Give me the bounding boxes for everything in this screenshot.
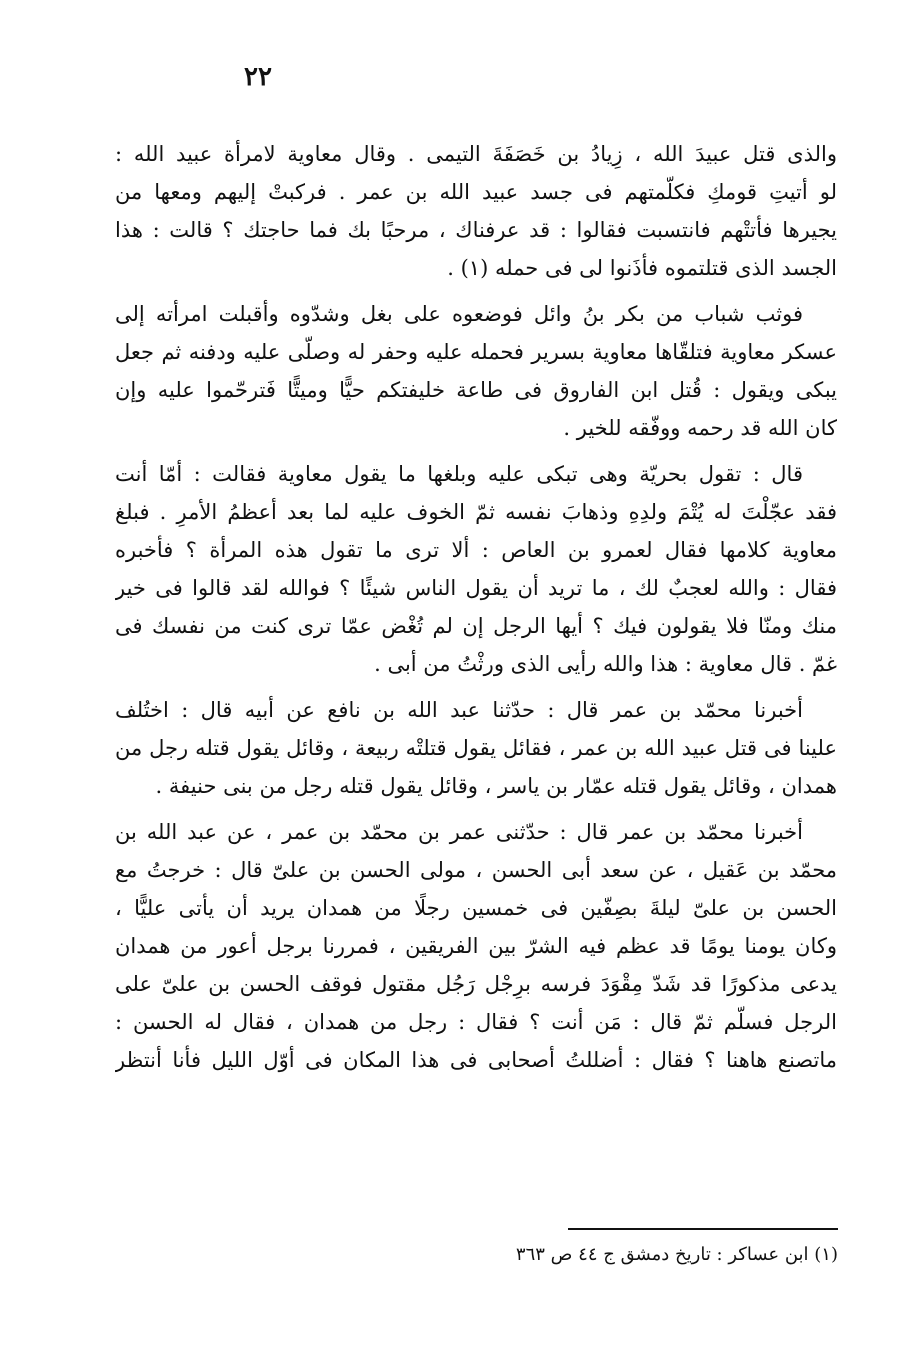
text-line: قال : تقول بحريّة وهى تبكى عليه وبلغها ما يقول معاوية فقالت : أمّا أنت bbox=[115, 462, 803, 486]
text-line: ماتصنع هاهنا ؟ فقال : أضللتُ أصحابى فى هذا المكان فى أوّل الليل فأنا أنتظر bbox=[115, 1048, 837, 1072]
paragraph-3 bbox=[115, 455, 837, 683]
text-line: الجسد الذى قتلتموه فأذَنوا لى فى حمله (١) . bbox=[447, 256, 837, 280]
footnote: (١) ابن عساكر : تاريخ دمشق ج ٤٤ ص ٣٦٣ bbox=[515, 1244, 838, 1265]
paragraph-5 bbox=[115, 813, 837, 1079]
text-line: وكان يومنا يومًا قد عظم فيه الشرّ بين الفريقين ، فمررنا برجل أعور من همدان bbox=[115, 934, 837, 958]
text-line: لو أتيتِ قومكِ فكلّمتهم فى جسد عبيد الله بن عمر . فركبتْ إليهم ومعها من bbox=[115, 180, 837, 204]
text-line: كان الله قد رحمه ووفّقه للخير . bbox=[563, 416, 837, 440]
paragraph-4 bbox=[115, 691, 837, 805]
text-line: الرجل فسلّم ثمّ قال : مَن أنت ؟ فقال : رجل من همدان ، فقال له الحسن : bbox=[115, 1010, 837, 1034]
body-text bbox=[115, 135, 837, 1087]
text-line: معاوية كلامها فقال لعمرو بن العاص : ألا ترى ما تقول هذه المرأة ؟ فأخبره bbox=[115, 538, 837, 562]
text-line: أخبرنا محمّد بن عمر قال : حدّثنا عبد الله بن نافع عن أبيه قال : اختُلف bbox=[115, 698, 803, 722]
text-line: أخبرنا محمّد بن عمر قال : حدّثنى عمر بن محمّد بن عمر ، عن عبد الله بن bbox=[115, 820, 803, 844]
text-line: عسكر معاوية فتلقّاها معاوية بسرير فحمله عليه وحفر له وصلّى عليه ودفنه ثم جعل bbox=[115, 340, 837, 364]
footnote-divider bbox=[568, 1228, 838, 1230]
text-line: منك ومنّا فلا يقولون فيك ؟ أيها الرجل إن لم تُغْض عمّا ترى كنت من نفسك فى bbox=[115, 614, 837, 638]
text-line: والذى قتل عبيدَ الله ، زِيادُ بن خَصَفَةَ التيمى . وقال معاوية لامرأة عبيد الله : bbox=[115, 142, 837, 166]
text-line: همدان ، وقائل يقول قتله عمّار بن ياسر ، وقائل يقول قتله رجل من بنى حنيفة . bbox=[155, 774, 837, 798]
text-line: فقال : والله لعجبٌ لك ، ما تريد أن يقول الناس شيئًا ؟ فوالله لقد قالوا فى خير bbox=[115, 576, 837, 600]
text-line: فقد عجّلْتَ له يُتْمَ ولدِهِ وذهابَ نفسه ثمّ الخوف عليه لما بعد أعظمُ الأمرِ . فبلغ bbox=[115, 500, 837, 524]
paragraph-2 bbox=[115, 295, 837, 447]
paragraph-1 bbox=[115, 135, 837, 287]
text-line: الحسن بن علىّ ليلةَ بصِفّين فى خمسين رجلًا من همدان يريد أن يأتى عليًّا ، bbox=[115, 896, 837, 920]
page-number: ٢٢ bbox=[244, 62, 272, 92]
text-line: يدعى مذكورًا قد شَدّ مِقْوَدَ فرسه برِجْل رَجُل مقتول فوقف الحسن بن علىّ على bbox=[115, 972, 837, 996]
text-line: غمّ . قال معاوية : هذا والله رأيى الذى ورثْتُ من أبى . bbox=[374, 652, 837, 676]
text-line: علينا فى قتل عبيد الله بن عمر ، فقائل يقول قتلتْه ربيعة ، وقائل يقول قتله رجل من bbox=[115, 736, 837, 760]
text-line: فوثب شباب من بكر بنُ وائل فوضعوه على بغل وشدّوه وأقبلت امرأته إلى bbox=[115, 302, 803, 326]
text-line: يبكى ويقول : قُتل ابن الفاروق فى طاعة خليفتكم حيًّا وميتًّا فَترحّموا عليه وإن bbox=[115, 378, 837, 402]
text-line: محمّد بن عَقيل ، عن سعد أبى الحسن ، مولى الحسن بن علىّ قال : خرجتُ مع bbox=[115, 858, 837, 882]
text-line: يجيرها فأتتْهم فانتسبت فقالوا : قد عرفناك ، مرحبًا بك فما حاجتك ؟ قالت : هذا bbox=[115, 218, 837, 242]
